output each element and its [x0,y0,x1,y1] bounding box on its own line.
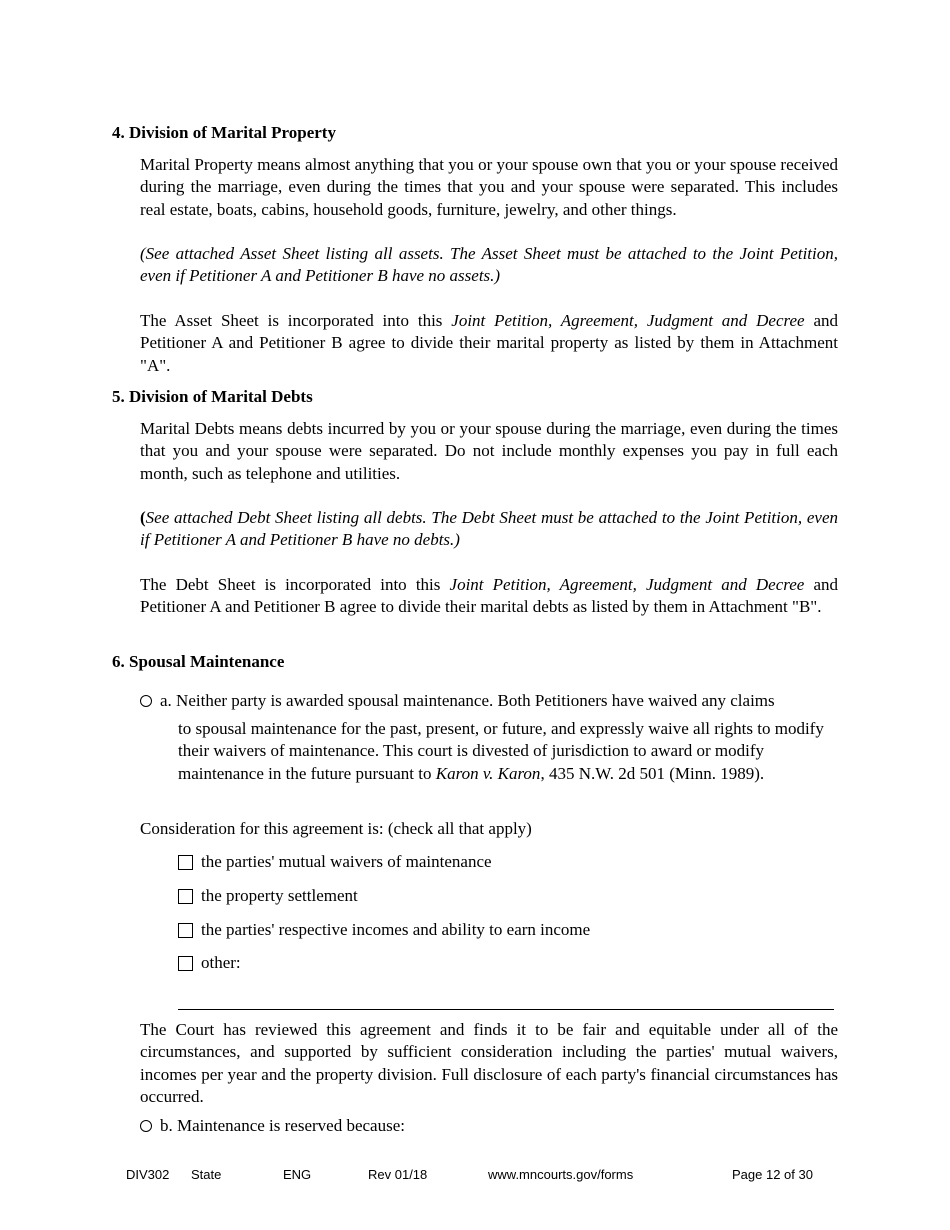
footer-language: ENG [283,1167,312,1182]
consideration-label: Consideration for this agreement is: (check all that apply) [140,819,532,838]
property-checkbox[interactable] [178,889,193,904]
option-b-row [140,1115,405,1137]
option-a-first-line: a. Neither party is awarded spousal maintenance. Both Petitioners have waived any claims [160,691,775,710]
asset-incorp-text-a: The Asset Sheet is incorporated into this [140,311,452,330]
consideration-option-property [178,885,358,907]
option-a-continuation [178,718,838,785]
other-checkbox[interactable] [178,956,193,971]
incomes-checkbox[interactable] [178,923,193,938]
option-a-text-b: , 435 N.W. 2d 501 (Minn. 1989). [540,763,765,783]
footer-page-number: Page 12 of 30 [732,1167,813,1182]
section-4-heading: 4. Division of Marital Property [112,123,336,142]
section-4-asset-note [140,243,838,288]
footer-url[interactable]: www.mncourts.gov/forms [488,1167,634,1182]
section-4-asset-incorporation [140,310,838,377]
incomes-label: the parties' respective incomes and ability to earn income [201,920,591,939]
consideration-option-other [178,952,241,974]
other-label: other: [201,953,241,972]
debt-incorp-text-a: The Debt Sheet is incorporated into this [140,575,450,594]
option-a-row [140,690,775,712]
section-6-heading: 6. Spousal Maintenance [112,652,285,671]
section-5-definition: Marital Debts means debts incurred by you or your spouse during the marriage, even during the times that you and your spouse were separated. Do not include monthly expenses you pay in full each month, such as telephone and utilities. [140,419,838,483]
section-4-definition: Marital Property means almost anything that you or your spouse own that you or your spouse received during the marriage, even during the times that you and your spouse were separated. This includes real estate, boats, cabins, household goods, furniture, jewelry, and other things. [140,155,838,219]
footer-jurisdiction: State [191,1167,222,1182]
debt-note-text: See attached Debt Sheet listing all debts. The Debt Sheet must be attached to the Joint Petition, even if Petitioner A and Petitioner B have no debts.) [140,508,838,550]
footer-revision: Rev 01/18 [368,1167,428,1182]
option-b-radio[interactable] [140,1120,152,1132]
asset-incorp-title: Joint Petition, Agreement, Judgment and Decree [451,311,805,330]
option-a-case-name: Karon v. Karon [435,763,541,783]
property-label: the property settlement [201,886,358,905]
section-5-debt-incorporation [140,574,838,619]
option-a-text-a: to spousal maintenance for the past, present, or future, and expressly waive all rights to modify their waivers of maintenance. This court is divested of jurisdiction to award or modify maintenance in the future pursuant to [178,719,824,783]
consideration-option-waivers [178,851,492,873]
section-5-debt-note [140,507,838,552]
other-fill-in-line[interactable] [178,1009,834,1010]
waivers-checkbox[interactable] [178,855,193,870]
asset-incorp-text-b: and Petitioner A and Petitioner B agree to divide their marital property as listed by them in Attachment "A". [140,311,839,375]
debt-incorp-title: Joint Petition, Agreement, Judgment and Decree [449,575,805,594]
consideration-option-incomes [178,919,590,941]
debt-note-paren: ( [140,508,146,527]
section-5-heading: 5. Division of Marital Debts [112,387,313,406]
debt-incorp-text-b: and Petitioner A and Petitioner B agree to divide their marital debts as listed by them in Attachment "B". [140,575,839,617]
court-finding: The Court has reviewed this agreement and finds it to be fair and equitable under all of the circumstances, and supported by sufficient consideration including the parties' mutual waivers, incomes per year and the property division. Full disclosure of each party's financial circumstances has occurred. [140,1020,838,1107]
option-b-label: b. Maintenance is reserved because: [160,1116,405,1135]
waivers-label: the parties' mutual waivers of maintenance [201,852,492,871]
footer-form-id: DIV302 [126,1167,170,1182]
option-a-radio[interactable] [140,695,152,707]
asset-note-text: (See attached Asset Sheet listing all assets. The Asset Sheet must be attached to the Joint Petition, even if Petitioner A and Petitioner B have no assets.) [140,244,838,286]
